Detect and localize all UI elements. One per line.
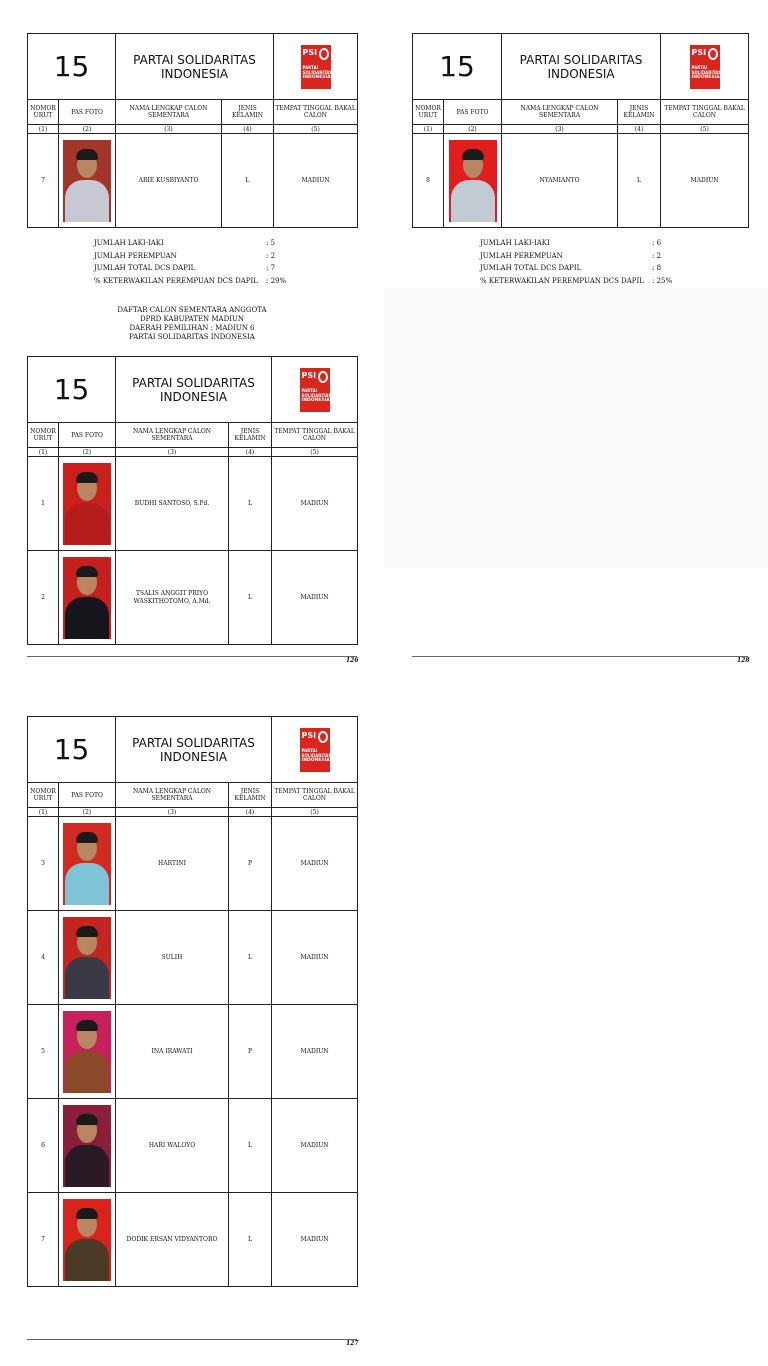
candidate-place: MADIUN: [272, 1193, 358, 1287]
candidate-gender: L: [222, 134, 274, 228]
table-row: [28, 1193, 358, 1287]
summary-b: JUMLAH LAKI-IAKI : 6 JUMLAH PEREMPUAN : 2 JUMLAH TOTAL DCS DAPIL : 8 % KETERWAKILAN PEREMPUAN DCS DAPIL : 25%: [480, 239, 673, 285]
psi-logo: PSI PARTAI SOLIDARITAS INDONESIA: [274, 34, 358, 100]
candidate-name: SULIH: [116, 911, 229, 1005]
candidate-photo: [59, 551, 116, 645]
col-index: (1): [413, 125, 444, 134]
col-index: (3): [502, 125, 618, 134]
row-number: 5: [28, 1005, 59, 1099]
col-index: (2): [444, 125, 502, 134]
party-number: 15: [28, 357, 116, 423]
candidate-photo: [59, 1193, 116, 1287]
table-row: [28, 1099, 358, 1193]
col-nomor-urut: NOMOR URUT: [28, 783, 59, 808]
party-name: PARTAI SOLIDARITAS INDONESIA: [116, 357, 272, 423]
col-index: (4): [618, 125, 661, 134]
col-nomor-urut: NOMOR URUT: [28, 100, 59, 125]
candidate-name: DODIK ERSAN VIDYANTORO: [116, 1193, 229, 1287]
candidate-photo: [59, 817, 116, 911]
col-index: (3): [116, 125, 222, 134]
party-name: PARTAI SOLIDARITAS INDONESIA: [116, 34, 274, 100]
candidate-table-c: [27, 356, 358, 645]
col-nama: NAMA LENGKAP CALON SEMENTARA: [502, 100, 618, 125]
row-number: 7: [28, 1193, 59, 1287]
table-row: [28, 457, 358, 551]
psi-logo: PSI PARTAI SOLIDARITAS INDONESIA: [272, 357, 358, 423]
party-number: 15: [28, 717, 116, 783]
fist-icon: [318, 371, 328, 383]
col-jenis-kelamin: JENIS KELAMIN: [229, 783, 272, 808]
row-number: 6: [28, 1099, 59, 1193]
page-number: 127: [346, 1340, 359, 1347]
col-index: (1): [28, 808, 59, 817]
row-number: 2: [28, 551, 59, 645]
footer-rule: [27, 656, 357, 657]
candidate-place: MADIUN: [272, 1099, 358, 1193]
candidate-place: MADIUN: [272, 911, 358, 1005]
party-number: 15: [413, 34, 502, 100]
table-row: [28, 551, 358, 645]
document-title: DAFTAR CALON SEMENTARA ANGGOTA DPRD KABUPATEN MADIUN DAERAH PEMILIHAN : MADIUN 6 PARTAI SOLIDARITAS INDONESIA: [117, 306, 267, 341]
row-number: 7: [28, 134, 59, 228]
col-pas-foto: PAS FOTO: [444, 100, 502, 125]
col-tempat-tinggal: TEMPAT TINGGAL BAKAL CALON: [272, 783, 358, 808]
candidate-place: MADIUN: [272, 817, 358, 911]
candidate-place: MADIUN: [661, 134, 749, 228]
col-nama: NAMA LENGKAP CALON SEMENTARA: [116, 100, 222, 125]
table-row: [28, 1005, 358, 1099]
candidate-gender: L: [229, 1099, 272, 1193]
col-nomor-urut: NOMOR URUT: [28, 423, 59, 448]
psi-logo: PSI PARTAI SOLIDARITAS INDONESIA: [272, 717, 358, 783]
party-name: PARTAI SOLIDARITAS INDONESIA: [502, 34, 661, 100]
col-index: (4): [229, 448, 272, 457]
candidate-place: MADIUN: [272, 551, 358, 645]
row-number: 1: [28, 457, 59, 551]
row-number: 8: [413, 134, 444, 228]
page-number: 128: [737, 657, 750, 664]
col-index: (5): [274, 125, 358, 134]
col-nama: NAMA LENGKAP CALON SEMENTARA: [116, 423, 229, 448]
col-tempat-tinggal: TEMPAT TINGGAL BAKAL CALON: [272, 423, 358, 448]
col-index: (2): [59, 125, 116, 134]
candidate-name: BUDHI SANTOSO, S.Pd.: [116, 457, 229, 551]
col-pas-foto: PAS FOTO: [59, 423, 116, 448]
col-pas-foto: PAS FOTO: [59, 783, 116, 808]
fist-icon: [318, 731, 328, 743]
candidate-table-a: [27, 33, 358, 228]
table-row: [28, 817, 358, 911]
col-jenis-kelamin: JENIS KELAMIN: [618, 100, 661, 125]
candidate-name: ARIE KUSBIYANTO: [116, 134, 222, 228]
col-index: (4): [229, 808, 272, 817]
table-row: [413, 134, 749, 228]
psi-logo: PSI PARTAI SOLIDARITAS INDONESIA: [661, 34, 749, 100]
table-row: [28, 911, 358, 1005]
candidate-photo: [59, 457, 116, 551]
col-index: (1): [28, 448, 59, 457]
row-number: 3: [28, 817, 59, 911]
blank-area: [384, 288, 768, 568]
candidate-photo: [59, 911, 116, 1005]
candidate-gender: L: [229, 911, 272, 1005]
candidate-name: TSALIS ANGGIT PRIYO WASKITHOTOMO, A.Md.: [116, 551, 229, 645]
candidate-place: MADIUN: [272, 1005, 358, 1099]
candidate-place: MADIUN: [272, 457, 358, 551]
col-index: (5): [272, 808, 358, 817]
col-tempat-tinggal: TEMPAT TINGGAL BAKAL CALON: [661, 100, 749, 125]
candidate-table-b: [412, 33, 749, 228]
table-row: [28, 134, 358, 228]
candidate-name: NYAMIANTO: [502, 134, 618, 228]
candidate-name: INA IRAWATI: [116, 1005, 229, 1099]
candidate-gender: L: [229, 457, 272, 551]
col-jenis-kelamin: JENIS KELAMIN: [229, 423, 272, 448]
candidate-photo: [59, 1005, 116, 1099]
col-index: (3): [116, 808, 229, 817]
col-index: (5): [272, 448, 358, 457]
candidate-gender: P: [229, 817, 272, 911]
col-jenis-kelamin: JENIS KELAMIN: [222, 100, 274, 125]
col-nomor-urut: NOMOR URUT: [413, 100, 444, 125]
col-tempat-tinggal: TEMPAT TINGGAL BAKAL CALON: [274, 100, 358, 125]
party-name: PARTAI SOLIDARITAS INDONESIA: [116, 717, 272, 783]
page-number: 126: [346, 657, 359, 664]
col-index: (1): [28, 125, 59, 134]
col-index: (2): [59, 448, 116, 457]
col-pas-foto: PAS FOTO: [59, 100, 116, 125]
candidate-name: HARTINI: [116, 817, 229, 911]
candidate-photo: [59, 134, 116, 228]
summary-a: JUMLAH LAKI-IAKI : 5 JUMLAH PEREMPUAN : 2 JUMLAH TOTAL DCS DAPIL : 7 % KETERWAKILAN PEREMPUAN DCS DAPIL : 29%: [94, 239, 287, 285]
fist-icon: [708, 48, 718, 60]
candidate-gender: P: [229, 1005, 272, 1099]
col-index: (2): [59, 808, 116, 817]
party-number: 15: [28, 34, 116, 100]
candidate-gender: L: [229, 551, 272, 645]
footer-rule: [412, 656, 748, 657]
candidate-name: HARI WALOYO: [116, 1099, 229, 1193]
footer-rule: [27, 1339, 357, 1340]
col-index: (4): [222, 125, 274, 134]
row-number: 4: [28, 911, 59, 1005]
candidate-photo: [59, 1099, 116, 1193]
col-index: (3): [116, 448, 229, 457]
fist-icon: [319, 48, 329, 60]
candidate-gender: L: [618, 134, 661, 228]
candidate-place: MADIUN: [274, 134, 358, 228]
col-nama: NAMA LENGKAP CALON SEMENTARA: [116, 783, 229, 808]
candidate-photo: [444, 134, 502, 228]
candidate-table-d: [27, 716, 358, 1287]
candidate-gender: L: [229, 1193, 272, 1287]
col-index: (5): [661, 125, 749, 134]
